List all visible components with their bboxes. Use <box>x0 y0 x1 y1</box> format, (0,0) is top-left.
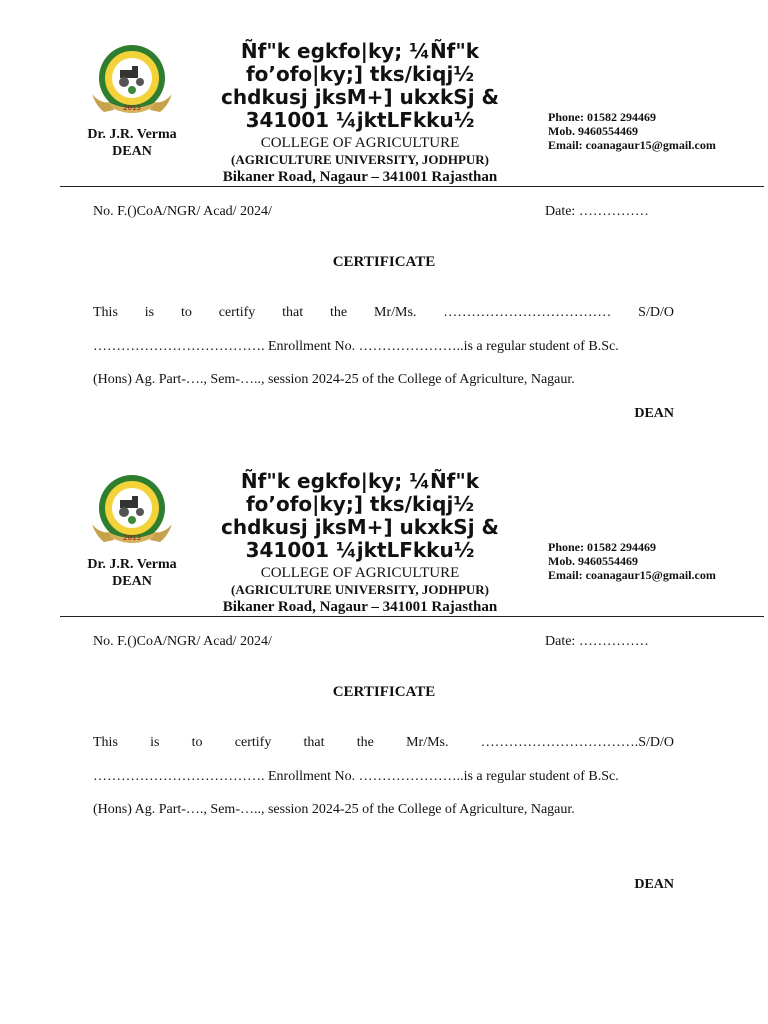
signature-dean: DEAN <box>634 877 674 892</box>
word: certify <box>234 735 272 750</box>
mobile-number: Mob. 9460554469 <box>548 554 638 568</box>
certificate-line-2: ………………………………. Enrollment No. …………………..is a regular student of B.Sc. <box>93 769 619 784</box>
phone-number: Phone: 01582 294469 <box>548 540 656 554</box>
word: This <box>93 735 118 750</box>
word: to <box>191 735 203 750</box>
certificate-line-2: ………………………………. Enrollment No. …………………..is a regular student of B.Sc. <box>93 339 619 354</box>
word: This <box>93 305 118 320</box>
college-address: Bikaner Road, Nagaur – 341001 Rajasthan <box>222 169 498 185</box>
word: is <box>150 735 160 750</box>
reference-number: No. F.()CoA/NGR/ Acad/ 2024/ <box>93 634 272 649</box>
date-field: Date: …………… <box>545 634 649 649</box>
certificate-line-3: (Hons) Ag. Part-…., Sem-….., session 2024-25 of the College of Agriculture, Nagaur. <box>93 372 575 387</box>
svg-text:2013: 2013 <box>123 534 141 542</box>
hindi-college-title: Ñf"k egkfo|ky; ¼Ñf"k fo’ofo|ky;] tks/kiqj½ chdkusj jksM+] ukxkSj & 341001 ¼jktLFkku½ <box>221 469 499 562</box>
certificate-heading: CERTIFICATE <box>332 254 436 270</box>
word: S/D/O <box>638 305 674 320</box>
university-logo <box>90 42 174 118</box>
word: the <box>330 305 348 320</box>
certificate-heading: CERTIFICATE <box>332 684 436 700</box>
header-divider <box>60 616 764 617</box>
word: certify <box>218 305 256 320</box>
college-name: COLLEGE OF AGRICULTURE <box>260 135 460 151</box>
name-blank: ……………………………… <box>443 305 612 320</box>
university-name: (AGRICULTURE UNIVERSITY, JODHPUR) <box>231 152 489 167</box>
university-emblem-icon <box>90 42 174 118</box>
dean-block <box>72 126 192 160</box>
reference-number: No. F.()CoA/NGR/ Acad/ 2024/ <box>93 204 272 219</box>
header-divider <box>60 186 764 187</box>
dean-title: DEAN <box>112 574 152 589</box>
dean-name: Dr. J.R. Verma <box>87 127 177 142</box>
email-address: Email: coanagaur15@gmail.com <box>548 568 716 582</box>
certificate-line-1 <box>93 735 674 751</box>
contact-block <box>548 540 748 582</box>
dean-name: Dr. J.R. Verma <box>87 557 177 572</box>
dean-title: DEAN <box>112 144 152 159</box>
phone-number: Phone: 01582 294469 <box>548 110 656 124</box>
date-field: Date: …………… <box>545 204 649 219</box>
college-address: Bikaner Road, Nagaur – 341001 Rajasthan <box>222 599 498 615</box>
word: that <box>282 305 304 320</box>
word: that <box>303 735 325 750</box>
dean-block <box>72 556 192 590</box>
contact-block <box>548 110 748 152</box>
signature-dean: DEAN <box>634 406 674 421</box>
certificate-line-3: (Hons) Ag. Part-…., Sem-….., session 2024-25 of the College of Agriculture, Nagaur. <box>93 802 575 817</box>
word: the <box>356 735 374 750</box>
name-blank: …………………………….S/D/O <box>480 735 674 750</box>
university-emblem-icon <box>90 472 174 548</box>
university-name: (AGRICULTURE UNIVERSITY, JODHPUR) <box>231 582 489 597</box>
word: Mr/Ms. <box>406 735 449 750</box>
certificate-line-1 <box>93 305 674 321</box>
university-logo <box>90 472 174 548</box>
word: Mr/Ms. <box>374 305 417 320</box>
college-name: COLLEGE OF AGRICULTURE <box>260 565 460 581</box>
hindi-college-title: Ñf"k egkfo|ky; ¼Ñf"k fo’ofo|ky;] tks/kiqj½ chdkusj jksM+] ukxkSj & 341001 ¼jktLFkku½ <box>221 39 499 132</box>
email-address: Email: coanagaur15@gmail.com <box>548 138 716 152</box>
mobile-number: Mob. 9460554469 <box>548 124 638 138</box>
word: is <box>144 305 155 320</box>
word: to <box>180 305 192 320</box>
svg-text:2013: 2013 <box>123 104 141 112</box>
